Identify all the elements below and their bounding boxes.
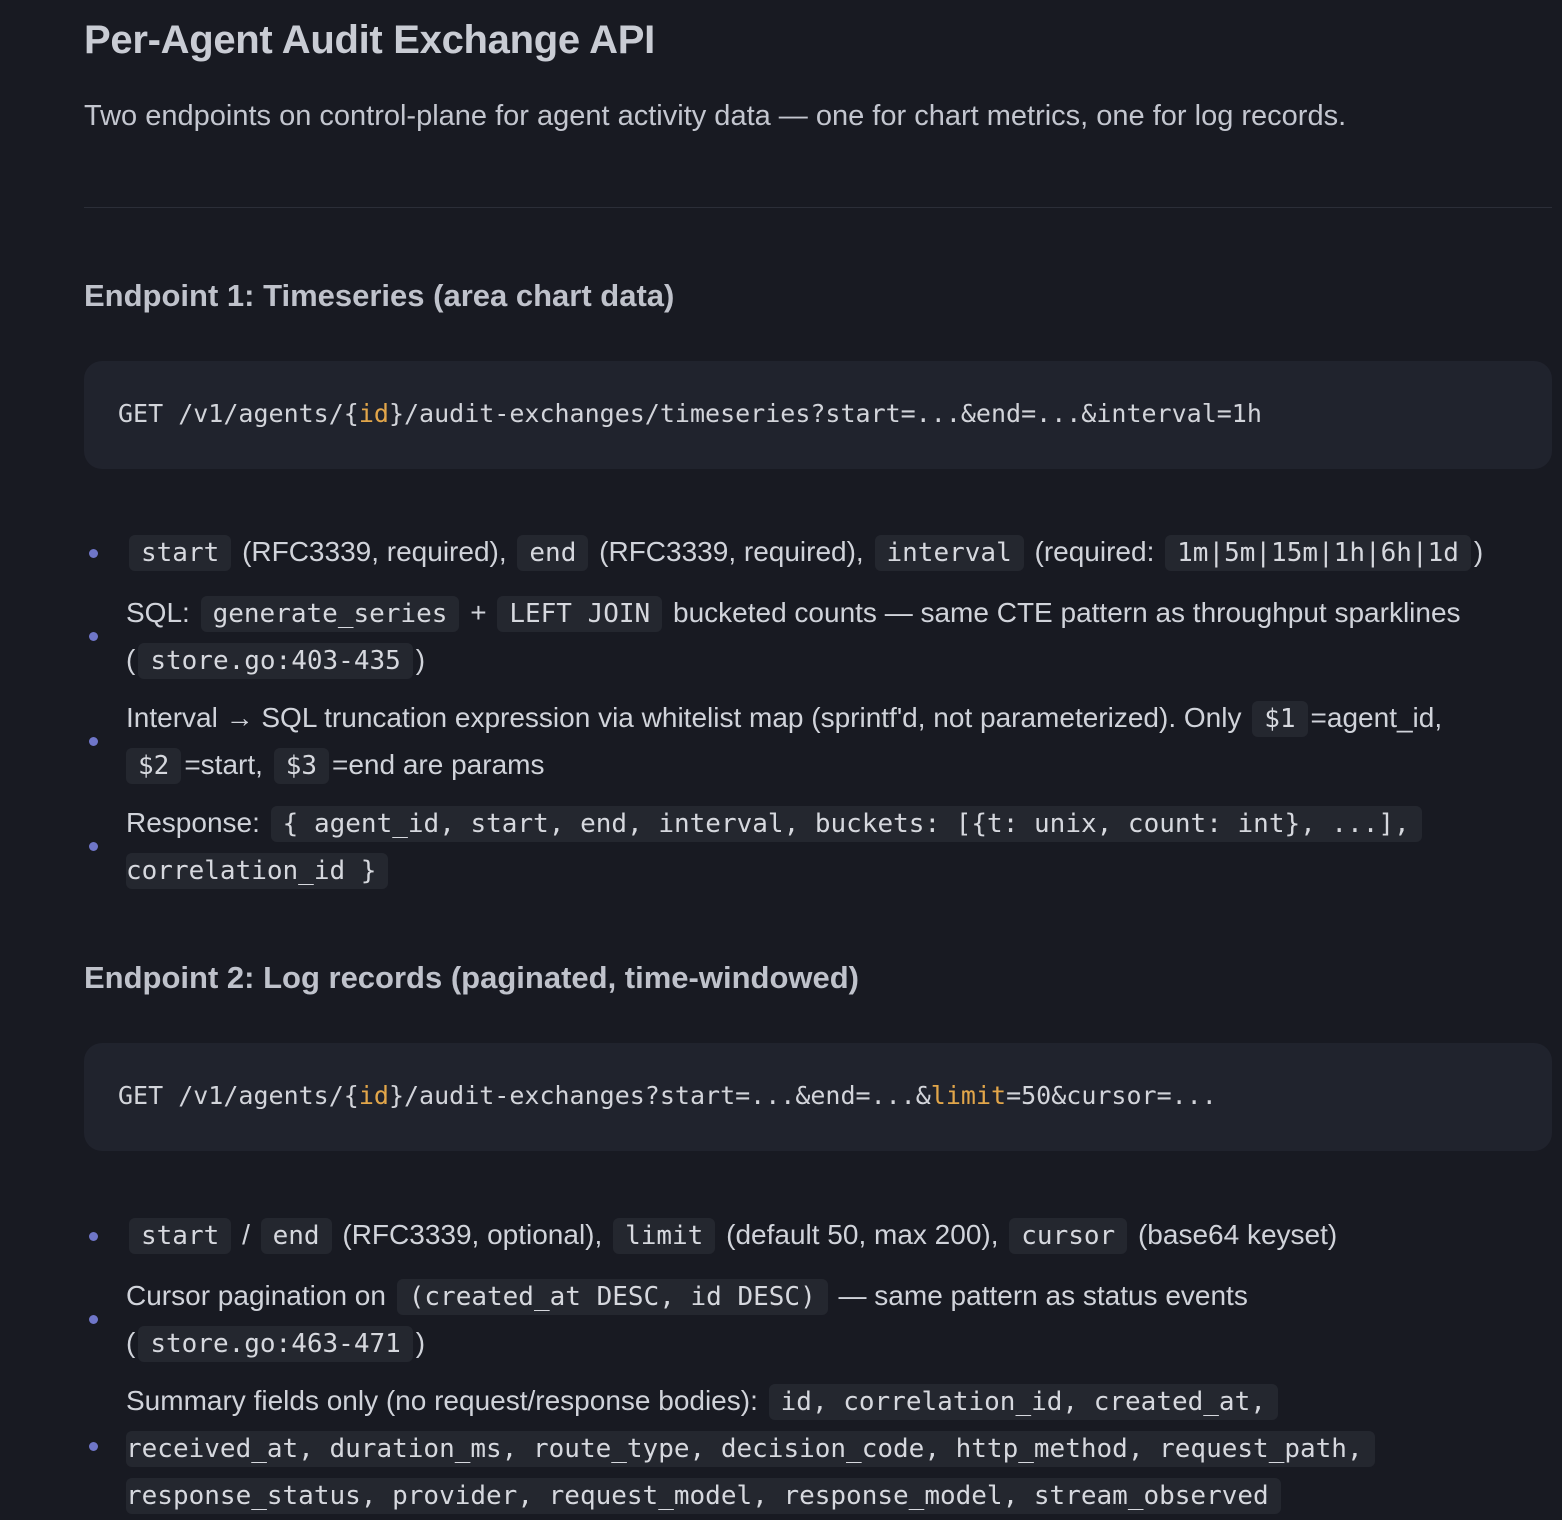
- list-item: Summary fields only (no request/response bodies): id, correlation_id, created_at, received_at, duration_ms, route_type, decision_code, http_method, request_path, response_status, provider, request_model, response_model, stream_observed: [84, 1378, 1552, 1519]
- inline-code: start: [129, 1218, 231, 1254]
- page-subtitle: Two endpoints on control-plane for agent activity data — one for chart metrics, one for log records.: [84, 100, 1347, 132]
- bullet-dot-icon: [89, 632, 98, 641]
- endpoint2-heading: Endpoint 2: Log records (paginated, time-windowed): [84, 960, 859, 995]
- page-title: Per-Agent Audit Exchange API: [84, 18, 655, 62]
- bullet-dot-icon: [89, 549, 98, 558]
- bullet-dot-icon: [89, 737, 98, 746]
- bullet-dot-icon: [89, 1315, 98, 1324]
- list-item: start (RFC3339, required), end (RFC3339, required), interval (required: 1m|5m|15m|1h|6h|1d ): [84, 529, 1552, 576]
- list-item: start / end (RFC3339, optional), limit (default 50, max 200), cursor (base64 keyset): [84, 1212, 1552, 1259]
- inline-code: $1: [1252, 701, 1307, 737]
- inline-code: 1m|5m|15m|1h|6h|1d: [1165, 535, 1471, 571]
- inline-code: $2: [126, 748, 181, 784]
- list-item: Response: { agent_id, start, end, interval, buckets: [{t: unix, count: int}, ...], correlation_id }: [84, 800, 1552, 894]
- endpoint2-code: GET /v1/agents/{id}/audit-exchanges?start=...&end=...&limit=50&cursor=...: [118, 1081, 1217, 1110]
- inline-code: response_status, provider, request_model, response_model, stream_observed: [126, 1478, 1281, 1514]
- inline-code: end: [261, 1218, 332, 1254]
- inline-code: received_at, duration_ms, route_type, decision_code, http_method, request_path,: [126, 1431, 1375, 1467]
- inline-code: { agent_id, start, end, interval, buckets: [{t: unix, count: int}, ...],: [271, 806, 1422, 842]
- endpoint1-bullets: [84, 529, 1552, 894]
- list-item: SQL: generate_series + LEFT JOIN bucketed counts — same CTE pattern as throughput sparklines ( store.go:403-435 ): [84, 590, 1552, 684]
- list-item: Cursor pagination on (created_at DESC, id DESC) — same pattern as status events ( store.go:463-471 ): [84, 1273, 1552, 1367]
- inline-code: start: [129, 535, 231, 571]
- inline-code: end: [517, 535, 588, 571]
- inline-code: correlation_id }: [126, 853, 388, 889]
- inline-code: LEFT JOIN: [497, 596, 662, 632]
- inline-code: store.go:403-435: [138, 643, 412, 679]
- bullet-dot-icon: [89, 1442, 98, 1451]
- inline-code: interval: [875, 535, 1024, 571]
- endpoint1-heading: Endpoint 1: Timeseries (area chart data): [84, 278, 675, 313]
- inline-code: (created_at DESC, id DESC): [397, 1279, 828, 1315]
- inline-code: store.go:463-471: [138, 1326, 412, 1362]
- bullet-dot-icon: [89, 842, 98, 851]
- inline-code: $3: [274, 748, 329, 784]
- inline-code: cursor: [1009, 1218, 1127, 1254]
- endpoint2-code-block: [84, 1043, 1552, 1151]
- endpoint1-code-block: [84, 361, 1552, 469]
- inline-code: limit: [613, 1218, 715, 1254]
- bullet-dot-icon: [89, 1232, 98, 1241]
- endpoint1-code: GET /v1/agents/{id}/audit-exchanges/timeseries?start=...&end=...&interval=1h: [118, 399, 1262, 428]
- endpoint2-bullets: [84, 1212, 1552, 1519]
- list-item: Interval → SQL truncation expression via whitelist map (sprintf'd, not parameterized). Only $1 =agent_id, $2 =start, $3 =end are params: [84, 695, 1552, 789]
- inline-code: id, correlation_id, created_at,: [769, 1384, 1278, 1420]
- divider: [84, 207, 1552, 208]
- inline-code: generate_series: [201, 596, 460, 632]
